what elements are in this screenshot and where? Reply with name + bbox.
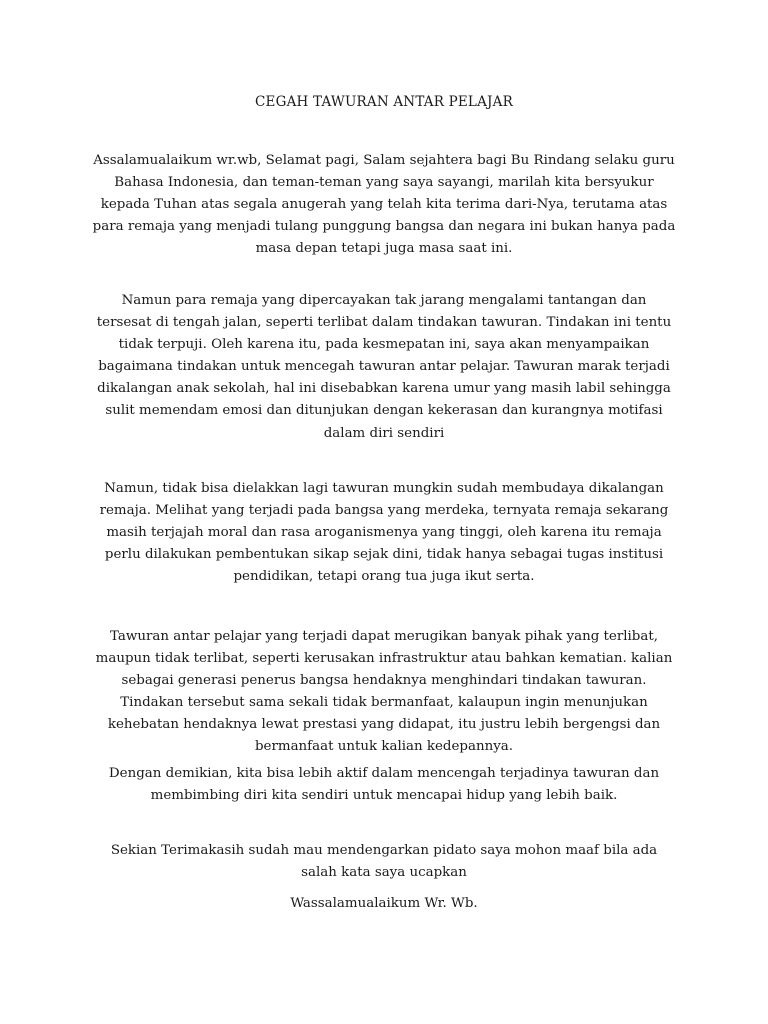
paragraph-line: Tawuran antar pelajar yang terjadi dapat merugikan banyak pihak yang terlibat, (110, 629, 658, 644)
paragraph-culture (80, 478, 688, 588)
paragraph-line: dalam diri sendiri (323, 425, 445, 441)
paragraph-line: tersesat di tengah jalan, seperti terlibat dalam tindakan tawuran. Tindakan ini tentu (96, 315, 672, 331)
document-title: CEGAH TAWURAN ANTAR PELAJAR (255, 94, 513, 110)
paragraph-line: para remaja yang menjadi tulang punggung bangsa dan negara ini bukan hanya pada (92, 219, 676, 235)
paragraph-problem (80, 290, 688, 445)
paragraph-line: maupun tidak terlibat, seperti kerusakan infrastruktur atau bahkan kematian. kalian (95, 651, 673, 667)
paragraph-line: kepada Tuhan atas segala anugerah yang telah kita terima dari-Nya, terutama atas (100, 197, 668, 213)
paragraph-line: membimbing diri kita sendiri untuk mencapai hidup yang lebih baik. (150, 788, 618, 804)
paragraph-opening (80, 150, 688, 260)
paragraph-line: Dengan demikian, kita bisa lebih aktif dalam mencengah terjadinya tawuran dan (108, 766, 660, 781)
paragraph-line: pendidikan, tetapi orang tua juga ikut serta. (233, 569, 535, 585)
document-page (80, 0, 688, 1024)
paragraph-line: Assalamualaikum wr.wb, Selamat pagi, Salam sejahtera bagi Bu Rindang selaku guru (93, 153, 675, 168)
paragraph-line: bermanfaat untuk kalian kedepannya. (254, 739, 514, 755)
paragraph-line: bagaimana tindakan untuk mencegah tawuran antar pelajar. Tawuran marak terjadi (98, 359, 670, 375)
paragraph-line: Namun para remaja yang dipercayakan tak jarang mengalami tantangan dan (121, 293, 647, 308)
paragraph-line: Wassalamualaikum Wr. Wb. (290, 896, 478, 911)
paragraph-line: masih terjajah moral dan rasa aroganismenya yang tinggi, oleh karena itu remaja (106, 525, 662, 541)
paragraph-salutation (80, 893, 688, 915)
paragraph-line: Sekian Terimakasih sudah mau mendengarkan pidato saya mohon maaf bila ada (110, 843, 658, 858)
paragraph-line: tidak terpuji. Oleh karena itu, pada kesmepatan ini, saya akan menyampaikan (118, 337, 650, 353)
paragraph-line: Bahasa Indonesia, dan teman-teman yang saya sayangi, marilah kita bersyukur (114, 175, 654, 191)
paragraph-line: sebagai generasi penerus bangsa hendaknya menghindari tindakan tawuran. (121, 673, 647, 689)
paragraph-line: perlu dilakukan pembentukan sikap sejak dini, tidak hanya sebagai tugas institusi (104, 547, 664, 563)
paragraph-consequences (80, 626, 688, 759)
paragraph-line: salah kata saya ucapkan (301, 865, 467, 881)
paragraph-line: masa depan tetapi juga masa saat ini. (255, 241, 513, 257)
paragraph-line: Tindakan tersebut sama sekali tidak bermanfaat, kalaupun ingin menunjukan (120, 695, 648, 711)
paragraph-conclusion (80, 763, 688, 807)
paragraph-closing (80, 840, 688, 884)
paragraph-line: dikalangan anak sekolah, hal ini disebabkan karena umur yang masih labil sehingga (97, 381, 671, 397)
paragraph-line: kehebatan hendaknya lewat prestasi yang didapat, itu justru lebih bergengsi dan (107, 717, 661, 733)
paragraph-line: remaja. Melihat yang terjadi pada bangsa yang merdeka, ternyata remaja sekarang (99, 503, 669, 519)
paragraph-line: Namun, tidak bisa dielakkan lagi tawuran mungkin sudah membudaya dikalangan (104, 481, 664, 496)
paragraph-line: sulit memendam emosi dan ditunjukan dengan kekerasan dan kurangnya motifasi (105, 403, 663, 419)
